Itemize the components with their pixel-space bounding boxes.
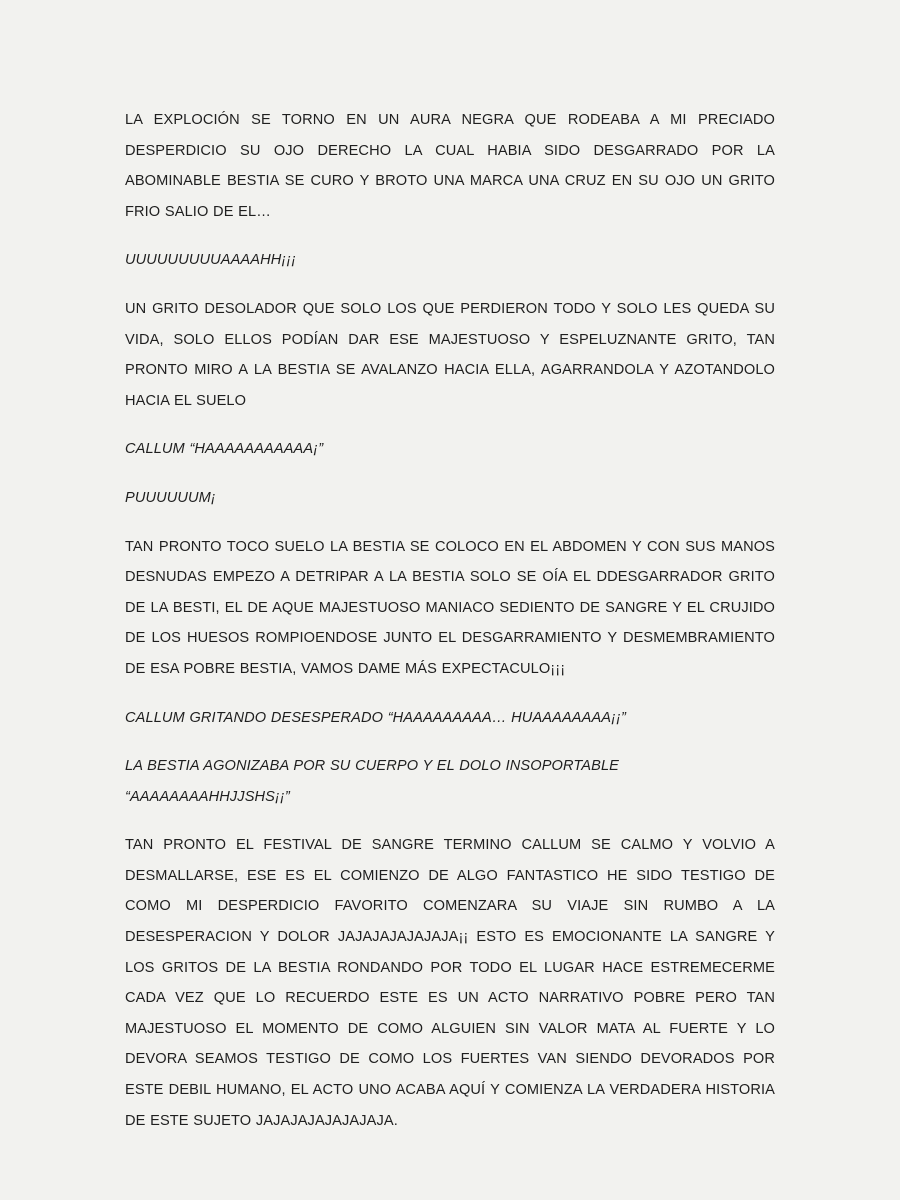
paragraph-explosion: LA EXPLOCIÓN SE TORNO EN UN AURA NEGRA QUE RODEABA A MI PRECIADO DESPERDICIO SU OJO DERECHO LA CUAL HABIA SIDO DESGARRADO POR LA ABOMINABLE BESTIA SE CURO Y BROTO UNA MARCA UNA CRUZ EN SU OJO UN GRITO FRIO SALIO DE EL…: [125, 112, 775, 220]
paragraph-scream-1: UUUUUUUUUAAAAHH¡¡¡: [125, 252, 297, 269]
paragraph-beast-attack: TAN PRONTO TOCO SUELO LA BESTIA SE COLOCO EN EL ABDOMEN Y CON SUS MANOS DESNUDAS EMPEZO A DETRIPAR A LA BESTIA SOLO SE OÍA EL DDESGARRADOR GRITO DE LA BESTI, EL DE AQUE MAJESTUOSO MANIACO SEDIENTO DE SANGRE Y EL CRUJIDO DE LOS HUESOS ROMPIOENDOSE JUNTO EL DESGARRAMIENTO Y DESMEMBRAMIENTO DE ESA POBRE BESTIA, VAMOS DAME MÁS EXPECTACULO¡¡¡: [125, 538, 775, 677]
paragraph-callum-shout: CALLUM “HAAAAAAAAAAA¡”: [125, 441, 324, 458]
paragraph-festival-end: TAN PRONTO EL FESTIVAL DE SANGRE TERMINO CALLUM SE CALMO Y VOLVIO A DESMALLARSE, ESE ES EL COMIENZO DE ALGO FANTASTICO HE SIDO TESTIGO DE COMO MI DESPERDICIO FAVORITO COMENZARA SU VIAJE SIN RUMBO A LA DESESPERACION Y DOLOR JAJAJAJAJAJAJA¡¡ ESTO ES EMOCIONANTE LA SANGRE Y LOS GRITOS DE LA BESTIA RONDANDO POR TODO EL LUGAR HACE ESTREMECERME CADA VEZ QUE LO RECUERDO ESTE ES UN ACTO NARRATIVO POBRE PERO TAN MAJESTUOSO EL MOMENTO DE COMO ALGUIEN SIN VALOR MATA AL FUERTE Y LO DEVORA SEAMOS TESTIGO DE COMO LOS FUERTES VAN SIENDO DEVORADOS POR ESTE DEBIL HUMANO, EL ACTO UNO ACABA AQUÍ Y COMIENZA LA VERDADERA HISTORIA DE ESTE SUJETO JAJAJAJAJAJAJAJA.: [125, 837, 775, 1129]
paragraph-impact-sound: PUUUUUUM¡: [125, 489, 216, 506]
paragraph-beast-agony: LA BESTIA AGONIZABA POR SU CUERPO Y EL DOLO INSOPORTABLE “AAAAAAAAHHJJSHS¡¡”: [125, 758, 620, 805]
paragraph-desolate-scream: UN GRITO DESOLADOR QUE SOLO LOS QUE PERDIERON TODO Y SOLO LES QUEDA SU VIDA, SOLO ELLOS PODÍAN DAR ESE MAJESTUOSO Y ESPELUZNANTE GRITO, TAN PRONTO MIRO A LA BESTIA SE AVALANZO HACIA ELLA, AGARRANDOLA Y AZOTANDOLO HACIA EL SUELO: [125, 300, 775, 409]
paragraph-callum-desperate: CALLUM GRITANDO DESESPERADO “HAAAAAAAAA… HUAAAAAAAA¡¡”: [125, 709, 626, 726]
